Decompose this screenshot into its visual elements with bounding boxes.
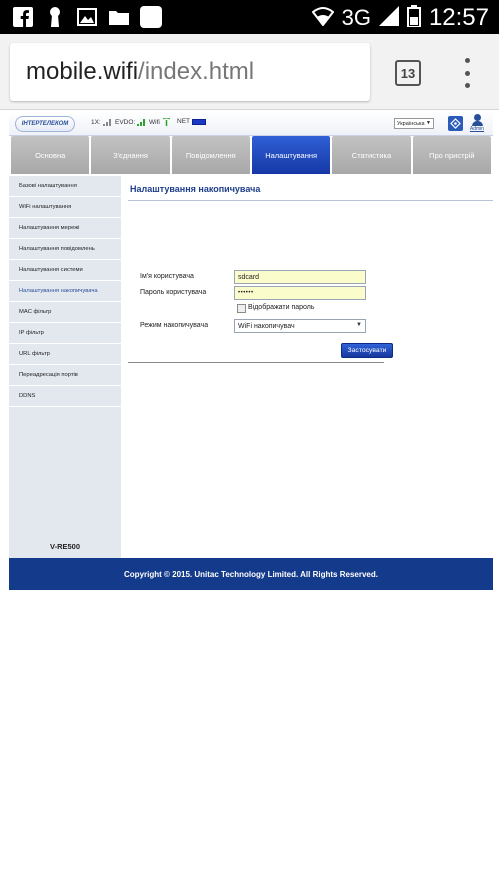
show-password-checkbox[interactable]	[237, 304, 246, 313]
sidebar-item-url-filter[interactable]: URL фільтр	[9, 344, 121, 365]
sidebar-item-mac-filter[interactable]: MAC фільтр	[9, 302, 121, 323]
user-icon	[474, 114, 481, 121]
language-select[interactable]	[394, 118, 434, 129]
tab-connection[interactable]: З'єднання	[91, 136, 169, 174]
form-divider	[128, 362, 384, 363]
status-evdo-label: EVDO:	[115, 118, 136, 126]
url-path: /index.html	[138, 58, 255, 85]
tab-about[interactable]: Про пристрій	[413, 136, 491, 174]
chevron-down-icon: ▼	[426, 120, 431, 126]
wifi-icon	[312, 6, 334, 31]
language-value: Українська	[397, 120, 425, 127]
page-title: Налаштування накопичувача	[130, 184, 261, 194]
help-icon[interactable]	[448, 116, 463, 131]
device-model: V-RE500	[49, 542, 81, 551]
storage-mode-select[interactable]	[234, 319, 366, 333]
apply-button[interactable]: Застосувати	[341, 343, 393, 358]
notification-icons	[12, 6, 162, 28]
browser-toolbar	[0, 34, 499, 110]
main-navigation	[9, 136, 493, 174]
url-bar[interactable]	[10, 43, 370, 101]
sidebar-item-ip-filter[interactable]: IP фільтр	[9, 323, 121, 344]
settings-sidebar	[9, 176, 121, 558]
signal-icon	[379, 6, 399, 31]
battery-icon	[407, 5, 421, 32]
sidebar-item-system-settings[interactable]: Налаштування системи	[9, 260, 121, 281]
clock: 12:57	[428, 4, 489, 31]
username-label: Ім'я користувача	[140, 273, 194, 280]
copyright-footer: Copyright © 2015. Unitac Technology Limited. All Rights Reserved.	[9, 558, 493, 590]
wifi-antenna-icon	[162, 118, 171, 126]
menu-icon[interactable]	[460, 58, 474, 88]
operator-logo: ІНТЕРТЕЛЕКОМ	[15, 116, 75, 132]
tab-main[interactable]: Основна	[11, 136, 89, 174]
storage-settings-panel	[122, 176, 493, 558]
status-evdo	[115, 118, 146, 126]
tab-messages[interactable]: Повідомлення	[172, 136, 250, 174]
sidebar-item-ddns[interactable]: DDNS	[9, 386, 121, 407]
router-page	[9, 112, 493, 590]
sidebar-item-basic-settings[interactable]: Базові налаштування	[9, 176, 121, 197]
router-status-bar	[9, 112, 493, 136]
password-input[interactable]	[234, 286, 366, 300]
status-net	[177, 118, 206, 125]
signal-evdo-icon	[137, 118, 146, 126]
user-account-link[interactable]	[469, 114, 485, 134]
sidebar-item-message-settings[interactable]: Налаштування повідомлень	[9, 239, 121, 260]
status-1x	[91, 118, 112, 126]
password-label: Пароль користувача	[140, 289, 207, 296]
battery-level-icon	[192, 119, 206, 125]
title-divider	[128, 200, 493, 201]
sidebar-item-wifi-settings[interactable]: WiFi налаштування	[9, 197, 121, 218]
chevron-down-icon: ▼	[356, 322, 362, 328]
storage-mode-label: Режим накопичувача	[140, 322, 209, 329]
tab-settings[interactable]: Налаштування	[252, 136, 330, 174]
status-1x-label: 1X:	[91, 118, 101, 126]
image-icon	[76, 6, 98, 28]
sidebar-item-port-forwarding[interactable]: Переадресація портів	[9, 365, 121, 386]
folder-icon	[108, 6, 130, 28]
url-host: mobile.wifi	[26, 58, 139, 85]
sidebar-item-storage-settings[interactable]: Налаштування накопичувача	[9, 281, 121, 302]
signal-1x-icon	[103, 118, 112, 126]
status-net-label: NET	[177, 118, 190, 125]
username-input[interactable]	[234, 270, 366, 284]
keyhole-icon	[44, 6, 66, 28]
tab-statistics[interactable]: Статистика	[332, 136, 410, 174]
user-link-label: Admin	[469, 126, 485, 132]
show-password-label: Відображати пароль	[248, 304, 315, 311]
tab-switcher-button[interactable]: 13	[395, 60, 421, 86]
network-type: 3G	[341, 5, 371, 30]
status-wifi	[149, 118, 171, 126]
status-bar	[0, 0, 499, 34]
system-status	[312, 4, 489, 32]
status-wifi-label: Wifi	[149, 118, 160, 126]
username-value: sdcard	[238, 273, 260, 281]
storage-mode-value: WiFi накопичувач	[238, 322, 295, 330]
sidebar-item-network-settings[interactable]: Налаштування мережі	[9, 218, 121, 239]
app-icon	[140, 6, 162, 28]
password-value: ••••••	[238, 290, 254, 296]
facebook-icon	[12, 6, 34, 28]
